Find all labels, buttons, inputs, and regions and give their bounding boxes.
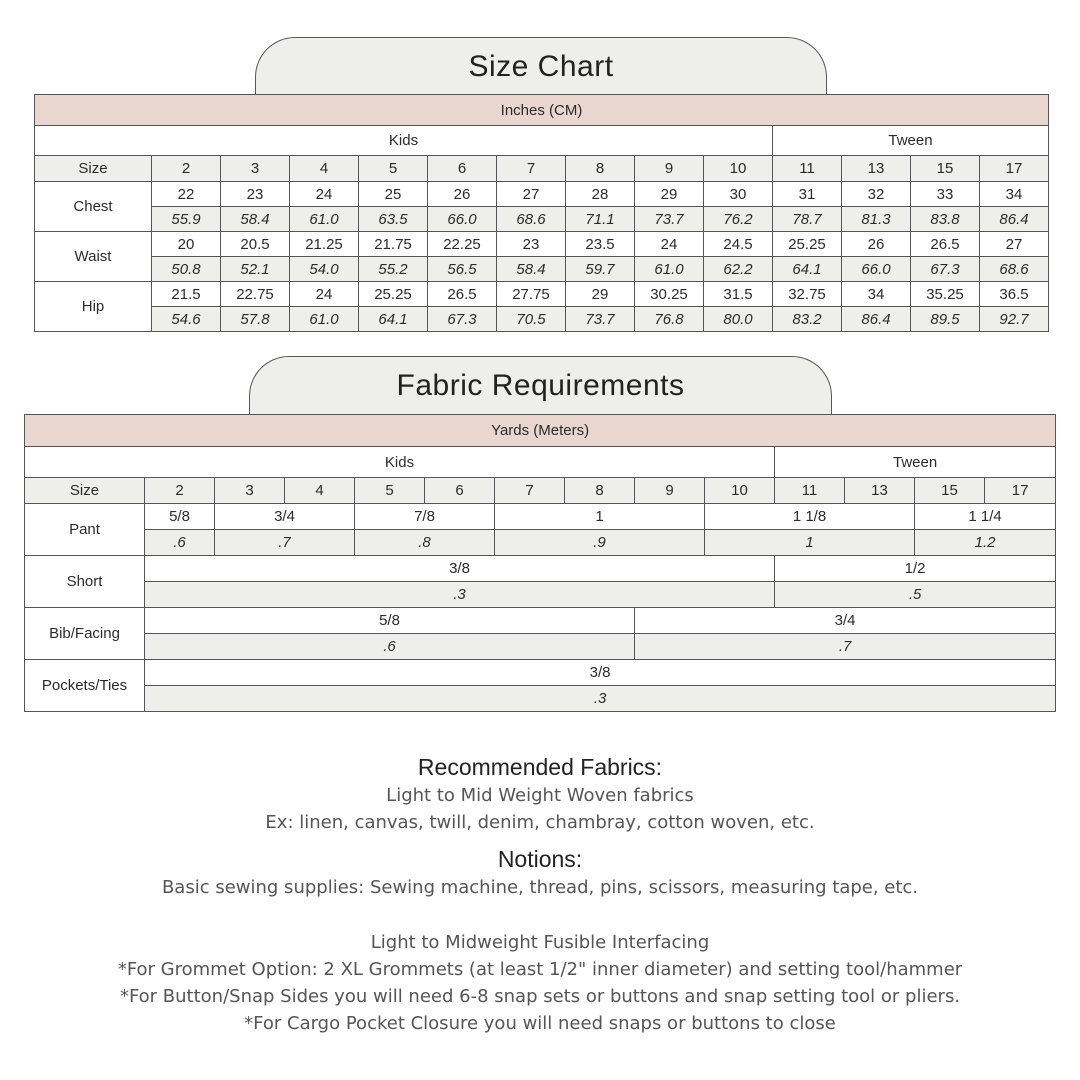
meters-cell: .8 [355,530,495,556]
recommended-fabrics-heading: Recommended Fabrics: [417,754,663,780]
row-label-chest: Chest [35,182,152,232]
notions-line: *For Grommet Option: 2 XL Grommets (at least 1/2" inner diameter) and setting tool/hammer [117,959,963,980]
inches-cell: 20 [152,232,221,257]
yards-cell: 3/8 [145,660,1056,686]
yards-cell: 5/8 [145,504,215,530]
cm-cell: 50.8 [152,257,221,282]
size-header-cell: 9 [635,478,705,504]
inches-cell: 27.75 [497,282,566,307]
inches-cell: 20.5 [221,232,290,257]
inches-cell: 22 [152,182,221,207]
size-header-cell: 8 [566,156,635,182]
inches-cell: 35.25 [911,282,980,307]
fabrics-line: Ex: linen, canvas, twill, denim, chambray, cotton woven, etc. [265,812,815,833]
cm-cell: 55.2 [359,257,428,282]
inches-cell: 33 [911,182,980,207]
size-header-cell: 2 [145,478,215,504]
meters-cell: .3 [145,686,1056,712]
cm-cell: 61.0 [290,307,359,332]
size-chart-kids-header: Kids [35,126,773,156]
cm-cell: 67.3 [428,307,497,332]
inches-cell: 27 [980,232,1049,257]
cm-cell: 76.8 [635,307,704,332]
inches-cell: 27 [497,182,566,207]
inches-cell: 26.5 [911,232,980,257]
row-label-short: Short [25,556,145,608]
size-chart-units: Inches (CM) [35,95,1049,126]
inches-cell: 31.5 [704,282,773,307]
size-header-cell: 15 [911,156,980,182]
cm-cell: 64.1 [359,307,428,332]
size-chart-tween-header: Tween [773,126,1049,156]
fabric-title: Fabric Requirements [396,369,685,402]
meters-cell: .6 [145,634,635,660]
fabric-table [24,414,1056,712]
cm-cell: 54.6 [152,307,221,332]
cm-cell: 78.7 [773,207,842,232]
inches-cell: 34 [842,282,911,307]
row-label-hip: Hip [35,282,152,332]
cm-cell: 80.0 [704,307,773,332]
cm-cell: 55.9 [152,207,221,232]
meters-cell: .3 [145,582,775,608]
meters-cell: .9 [495,530,705,556]
inches-cell: 34 [980,182,1049,207]
inches-cell: 26 [428,182,497,207]
size-header-cell: 6 [425,478,495,504]
inches-cell: 29 [635,182,704,207]
cm-cell: 81.3 [842,207,911,232]
inches-cell: 28 [566,182,635,207]
cm-cell: 57.8 [221,307,290,332]
cm-cell: 52.1 [221,257,290,282]
inches-cell: 21.5 [152,282,221,307]
size-header-cell: 17 [980,156,1049,182]
size-header-cell: 10 [704,156,773,182]
size-header-cell: 17 [985,478,1056,504]
size-chart-title: Size Chart [468,49,614,83]
inches-cell: 25 [359,182,428,207]
inches-cell: 26 [842,232,911,257]
fabric-kids-header: Kids [25,447,775,478]
cm-cell: 58.4 [221,207,290,232]
cm-cell: 59.7 [566,257,635,282]
size-header-cell: 7 [495,478,565,504]
cm-cell: 83.8 [911,207,980,232]
inches-cell: 30.25 [635,282,704,307]
notions-line: *For Cargo Pocket Closure you will need snaps or buttons to close [244,1013,836,1034]
cm-cell: 56.5 [428,257,497,282]
inches-cell: 23 [497,232,566,257]
fabric-tween-header: Tween [775,447,1056,478]
inches-cell: 21.75 [359,232,428,257]
cm-cell: 66.0 [842,257,911,282]
notes-section [0,752,1080,1037]
cm-cell: 67.3 [911,257,980,282]
inches-cell: 32 [842,182,911,207]
cm-cell: 71.1 [566,207,635,232]
yards-cell: 1 1/8 [705,504,915,530]
size-header-cell: 3 [221,156,290,182]
inches-cell: 21.25 [290,232,359,257]
yards-cell: 3/4 [635,608,1056,634]
fabrics-line: Light to Mid Weight Woven fabrics [386,785,694,806]
cm-cell: 86.4 [842,307,911,332]
size-header-label: Size [35,156,152,182]
size-header-label: Size [25,478,145,504]
notions-line: Basic sewing supplies: Sewing machine, thread, pins, scissors, measuring tape, etc. [161,877,919,898]
yards-cell: 3/8 [145,556,775,582]
cm-cell: 61.0 [290,207,359,232]
cm-cell: 86.4 [980,207,1049,232]
size-header-cell: 4 [290,156,359,182]
yards-cell: 5/8 [145,608,635,634]
yards-cell: 1 1/4 [915,504,1056,530]
cm-cell: 61.0 [635,257,704,282]
meters-cell: .5 [775,582,1056,608]
inches-cell: 24.5 [704,232,773,257]
row-label-waist: Waist [35,232,152,282]
meters-cell: .7 [635,634,1056,660]
cm-cell: 76.2 [704,207,773,232]
row-label-pockets-ties: Pockets/Ties [25,660,145,712]
yards-cell: 7/8 [355,504,495,530]
inches-cell: 24 [635,232,704,257]
cm-cell: 73.7 [635,207,704,232]
inches-cell: 30 [704,182,773,207]
row-label-bib-facing: Bib/Facing [25,608,145,660]
meters-cell: .6 [145,530,215,556]
inches-cell: 22.75 [221,282,290,307]
size-header-cell: 2 [152,156,221,182]
cm-cell: 89.5 [911,307,980,332]
inches-cell: 23.5 [566,232,635,257]
size-header-cell: 4 [285,478,355,504]
inches-cell: 29 [566,282,635,307]
cm-cell: 92.7 [980,307,1049,332]
meters-cell: 1.2 [915,530,1056,556]
size-header-cell: 13 [845,478,915,504]
size-header-cell: 13 [842,156,911,182]
size-header-cell: 3 [215,478,285,504]
fabric-units: Yards (Meters) [25,415,1056,447]
cm-cell: 63.5 [359,207,428,232]
size-header-cell: 10 [705,478,775,504]
cm-cell: 70.5 [497,307,566,332]
meters-cell: 1 [705,530,915,556]
yards-cell: 1/2 [775,556,1056,582]
cm-cell: 68.6 [980,257,1049,282]
cm-cell: 64.1 [773,257,842,282]
cm-cell: 83.2 [773,307,842,332]
cm-cell: 73.7 [566,307,635,332]
cm-cell: 54.0 [290,257,359,282]
size-header-cell: 5 [359,156,428,182]
meters-cell: .7 [215,530,355,556]
inches-cell: 26.5 [428,282,497,307]
size-header-cell: 11 [773,156,842,182]
inches-cell: 32.75 [773,282,842,307]
size-chart-table [34,94,1049,332]
notions-line: *For Button/Snap Sides you will need 6-8 snap sets or buttons and snap setting tool or pliers. [119,986,961,1007]
cm-cell: 58.4 [497,257,566,282]
inches-cell: 25.25 [773,232,842,257]
size-header-cell: 8 [565,478,635,504]
yards-cell: 1 [495,504,705,530]
size-header-cell: 11 [775,478,845,504]
size-header-cell: 15 [915,478,985,504]
cm-cell: 62.2 [704,257,773,282]
inches-cell: 23 [221,182,290,207]
size-header-cell: 6 [428,156,497,182]
size-header-cell: 7 [497,156,566,182]
row-label-pant: Pant [25,504,145,556]
size-chart-title-tab [255,37,827,95]
size-header-cell: 9 [635,156,704,182]
notions-line: Light to Midweight Fusible Interfacing [370,932,710,953]
inches-cell: 24 [290,182,359,207]
inches-cell: 36.5 [980,282,1049,307]
size-header-cell: 5 [355,478,425,504]
fabric-title-tab [249,356,832,415]
inches-cell: 24 [290,282,359,307]
inches-cell: 31 [773,182,842,207]
yards-cell: 3/4 [215,504,355,530]
inches-cell: 22.25 [428,232,497,257]
cm-cell: 66.0 [428,207,497,232]
cm-cell: 68.6 [497,207,566,232]
inches-cell: 25.25 [359,282,428,307]
notions-heading: Notions: [497,846,583,872]
